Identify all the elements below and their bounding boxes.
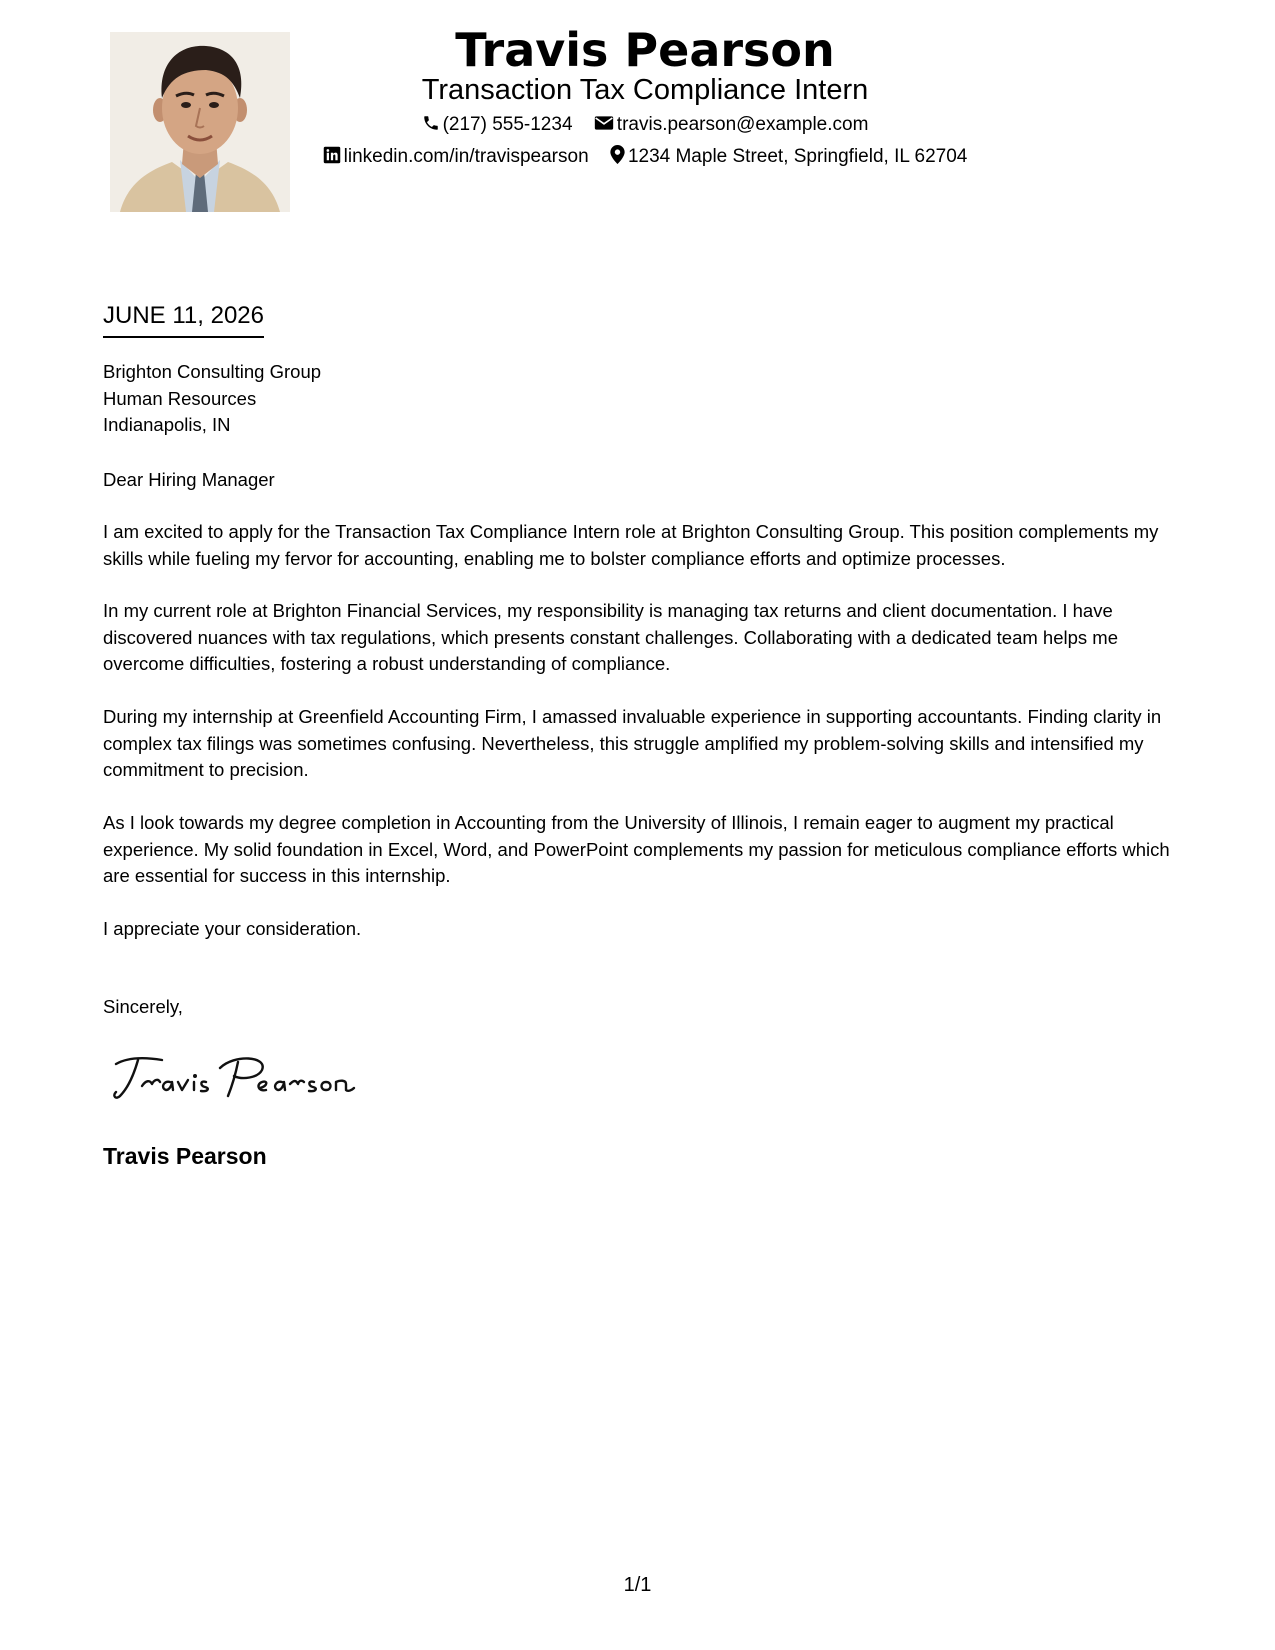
recipient-location: Indianapolis, IN <box>103 414 231 435</box>
applicant-title: Transaction Tax Compliance Intern <box>421 74 869 106</box>
paragraph-3: During my internship at Greenfield Accounting Firm, I amassed invaluable experience in supporting accountants. Finding clarity in complex tax filings was sometimes confusing. Nevertheless, this struggle amplified my problem-solving skills and intensified my commitment to precision. <box>103 706 1162 780</box>
address-text: 1234 Maple Street, Springfield, IL 62704 <box>627 146 968 167</box>
recipient-block <box>103 359 321 439</box>
applicant-name: Travis Pearson <box>455 23 835 77</box>
contact-row-2 <box>0 143 1275 171</box>
contact-phone[interactable] <box>422 111 573 139</box>
salutation: Dear Hiring Manager <box>103 469 275 490</box>
linkedin-text: linkedin.com/in/travispearson <box>343 146 589 167</box>
paragraph-1: I am excited to apply for the Transaction Tax Compliance Intern role at Brighton Consulting Group. This position complements my skills while fueling my fervor for accounting, enabling me to bolster compliance efforts and optimize processes. <box>103 521 1159 569</box>
paragraph-4: As I look towards my degree completion in Accounting from the University of Illinois, I remain eager to augment my practical experience. My solid foundation in Excel, Word, and PowerPoint complements my passion for meticulous compliance efforts which are essential for success in this internship. <box>103 812 1170 886</box>
recipient-company: Brighton Consulting Group <box>103 361 322 382</box>
contact-linkedin[interactable] <box>323 143 589 171</box>
phone-icon <box>422 114 440 132</box>
paragraph-2: In my current role at Brighton Financial Services, my responsibility is managing tax returns and client documentation. I have discovered nuances with tax regulations, which presents constant challenges. Collaborating with a dedicated team helps me overcome difficulties, fostering a robust understanding of compliance. <box>103 600 1118 674</box>
letter-date: JUNE 11, 2026 <box>103 299 264 338</box>
contact-row-1 <box>0 111 1275 139</box>
email-text: travis.pearson@example.com <box>616 114 869 135</box>
paragraph-5: I appreciate your consideration. <box>103 918 362 939</box>
contact-email[interactable] <box>594 111 869 139</box>
closing: Sincerely, <box>103 996 183 1017</box>
signed-name: Travis Pearson <box>103 1143 267 1169</box>
recipient-department: Human Resources <box>103 387 257 409</box>
contact-address <box>610 143 967 171</box>
handwritten-signature <box>110 1050 360 1115</box>
page-number: 1/1 <box>623 1574 652 1596</box>
envelope-icon <box>594 114 614 132</box>
map-marker-icon <box>610 145 625 164</box>
phone-text: (217) 555-1234 <box>442 114 573 135</box>
linkedin-icon <box>323 146 341 164</box>
